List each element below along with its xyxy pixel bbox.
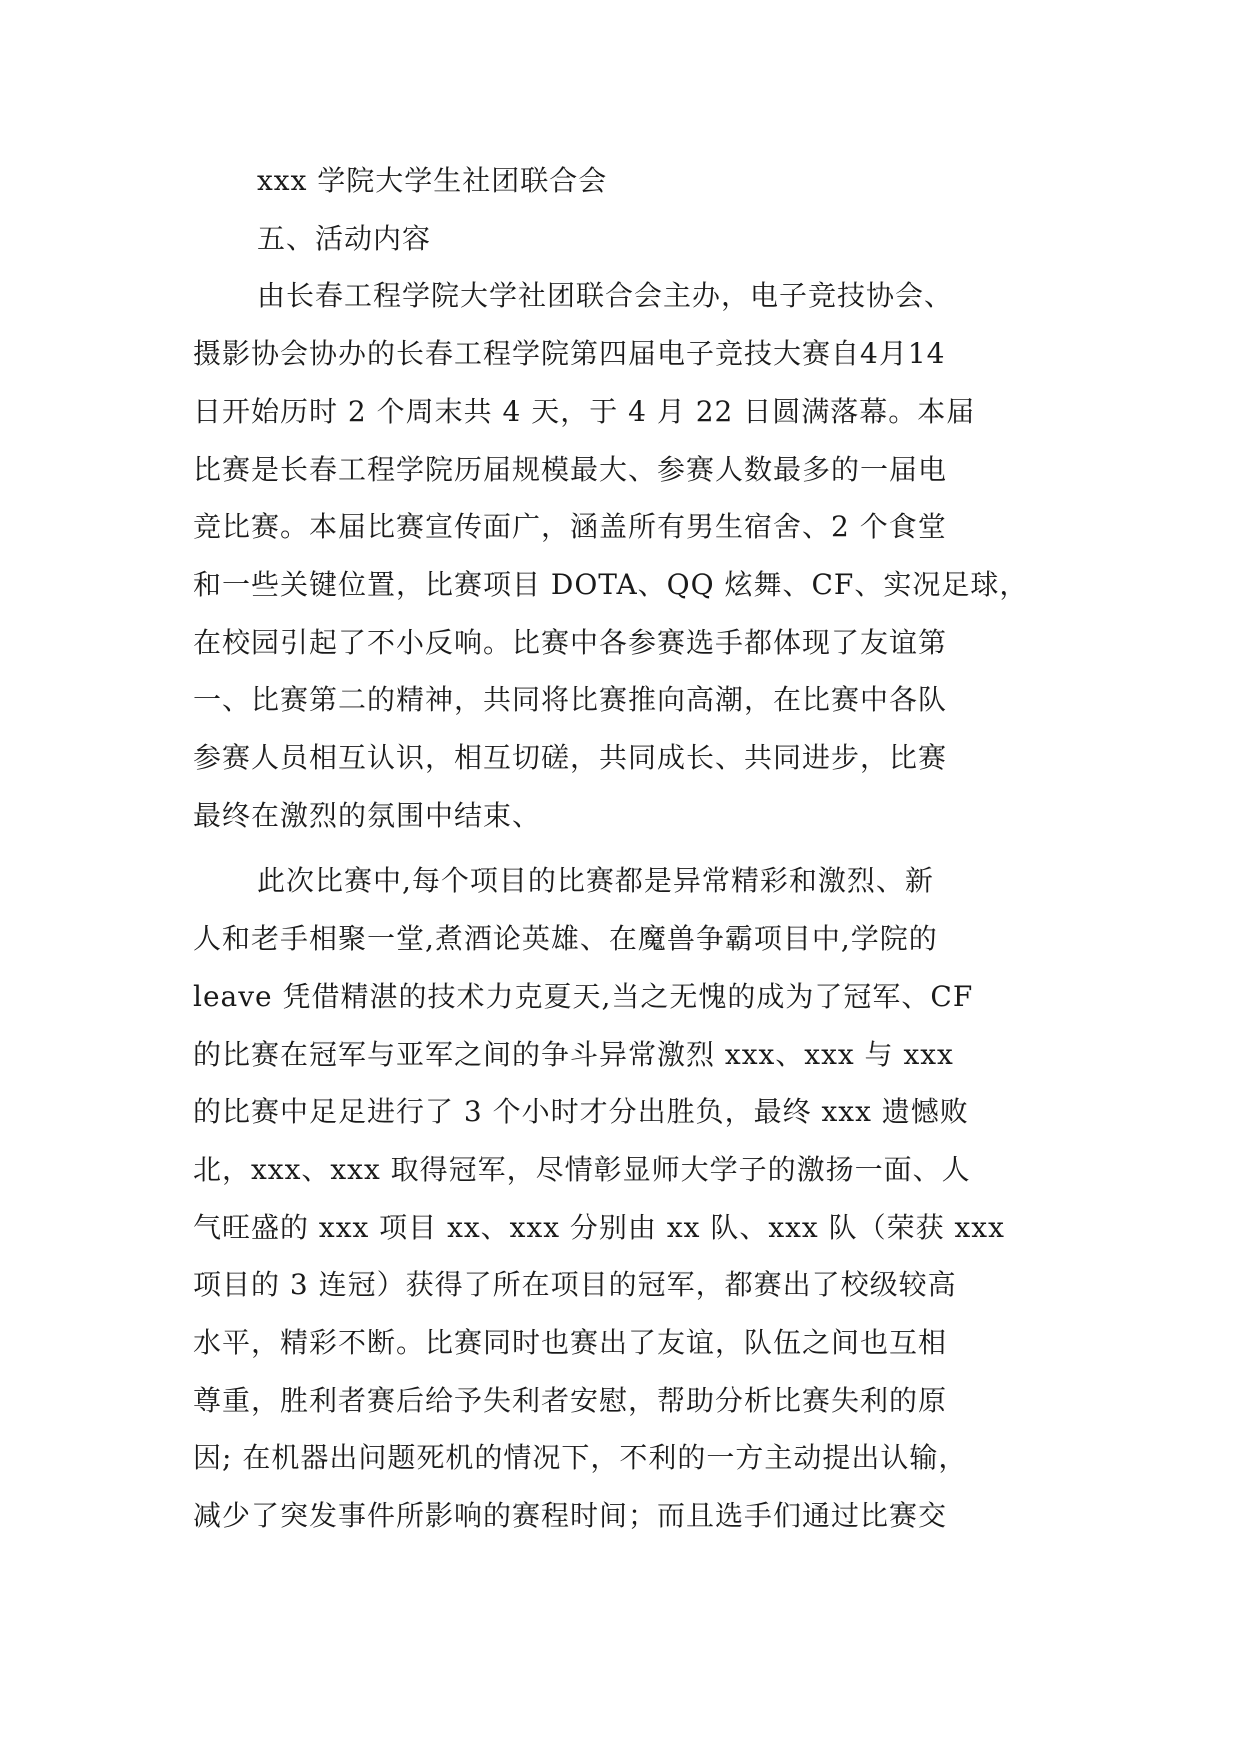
paragraph-line: leave 凭借精湛的技术力克夏天,当之无愧的成为了冠军、CF [193,979,974,1013]
paragraph-activity-summary [193,267,1055,844]
paragraph-line: 由长春工程学院大学社团联合会主办，电子竞技协会、 [257,279,954,313]
document-body [193,152,1055,1545]
paragraph-line: 项目的 3 连冠）获得了所在项目的冠军，都赛出了校级较高 [193,1268,957,1302]
paragraph-line: 此次比赛中,每个项目的比赛都是异常精彩和激烈、新 [257,864,934,898]
paragraph-line: 日开始历时 2 个周末共 4 天，于 4 月 22 日圆满落幕。本届 [193,394,976,428]
paragraph-line: 减少了突发事件所影响的赛程时间；而且选手们通过比赛交 [193,1499,948,1533]
paragraph-line: 水平，精彩不断。比赛同时也赛出了友谊，队伍之间也互相 [193,1326,948,1360]
paragraph-line: 竞比赛。本届比赛宣传面广，涵盖所有男生宿舍、2 个食堂 [193,510,947,544]
paragraph-gap [193,844,1055,852]
paragraph-line: 最终在激烈的氛围中结束、 [193,798,542,832]
section-heading [193,210,1055,268]
paragraph-line: 的比赛在冠军与亚军之间的争斗异常激烈 xxx、xxx 与 xxx [193,1037,954,1071]
paragraph-line: 比赛是长春工程学院历届规模最大、参赛人数最多的一届电 [193,452,948,486]
paragraph-line: 的比赛中足足进行了 3 个小时才分出胜负，最终 xxx 遗憾败 [193,1095,969,1129]
paragraph-line: 和一些关键位置，比赛项目 DOTA、QQ 炫舞、CF、实况足球， [193,567,1029,601]
paragraph-line: 北，xxx、xxx 取得冠军，尽情彰显师大学子的激扬一面、人 [193,1152,971,1186]
organization-line [193,152,1055,210]
paragraph-line: 尊重，胜利者赛后给予失利者安慰，帮助分析比赛失利的原 [193,1383,948,1417]
paragraph-line: 气旺盛的 xxx 项目 xx、xxx 分别由 xx 队、xxx 队（荣获 xxx [193,1210,1005,1244]
section-heading-text: 五、活动内容 [257,221,432,255]
paragraph-competition-details [193,852,1055,1544]
paragraph-line: 人和老手相聚一堂,煮酒论英雄、在魔兽争霸项目中,学院的 [193,922,938,956]
paragraph-line: 在校园引起了不小反响。比赛中各参赛选手都体现了友谊第 [193,625,948,659]
paragraph-line: 因; 在机器出问题死机的情况下，不利的一方主动提出认输， [193,1441,968,1475]
paragraph-line: 摄影协会协办的长春工程学院第四届电子竞技大赛自4月14 [193,337,946,371]
organization-text: xxx 学院大学生社团联合会 [257,164,608,197]
paragraph-line: 一、比赛第二的精神，共同将比赛推向高潮，在比赛中各队 [193,683,948,717]
paragraph-line: 参赛人员相互认识，相互切磋，共同成长、共同进步，比赛 [193,741,948,775]
